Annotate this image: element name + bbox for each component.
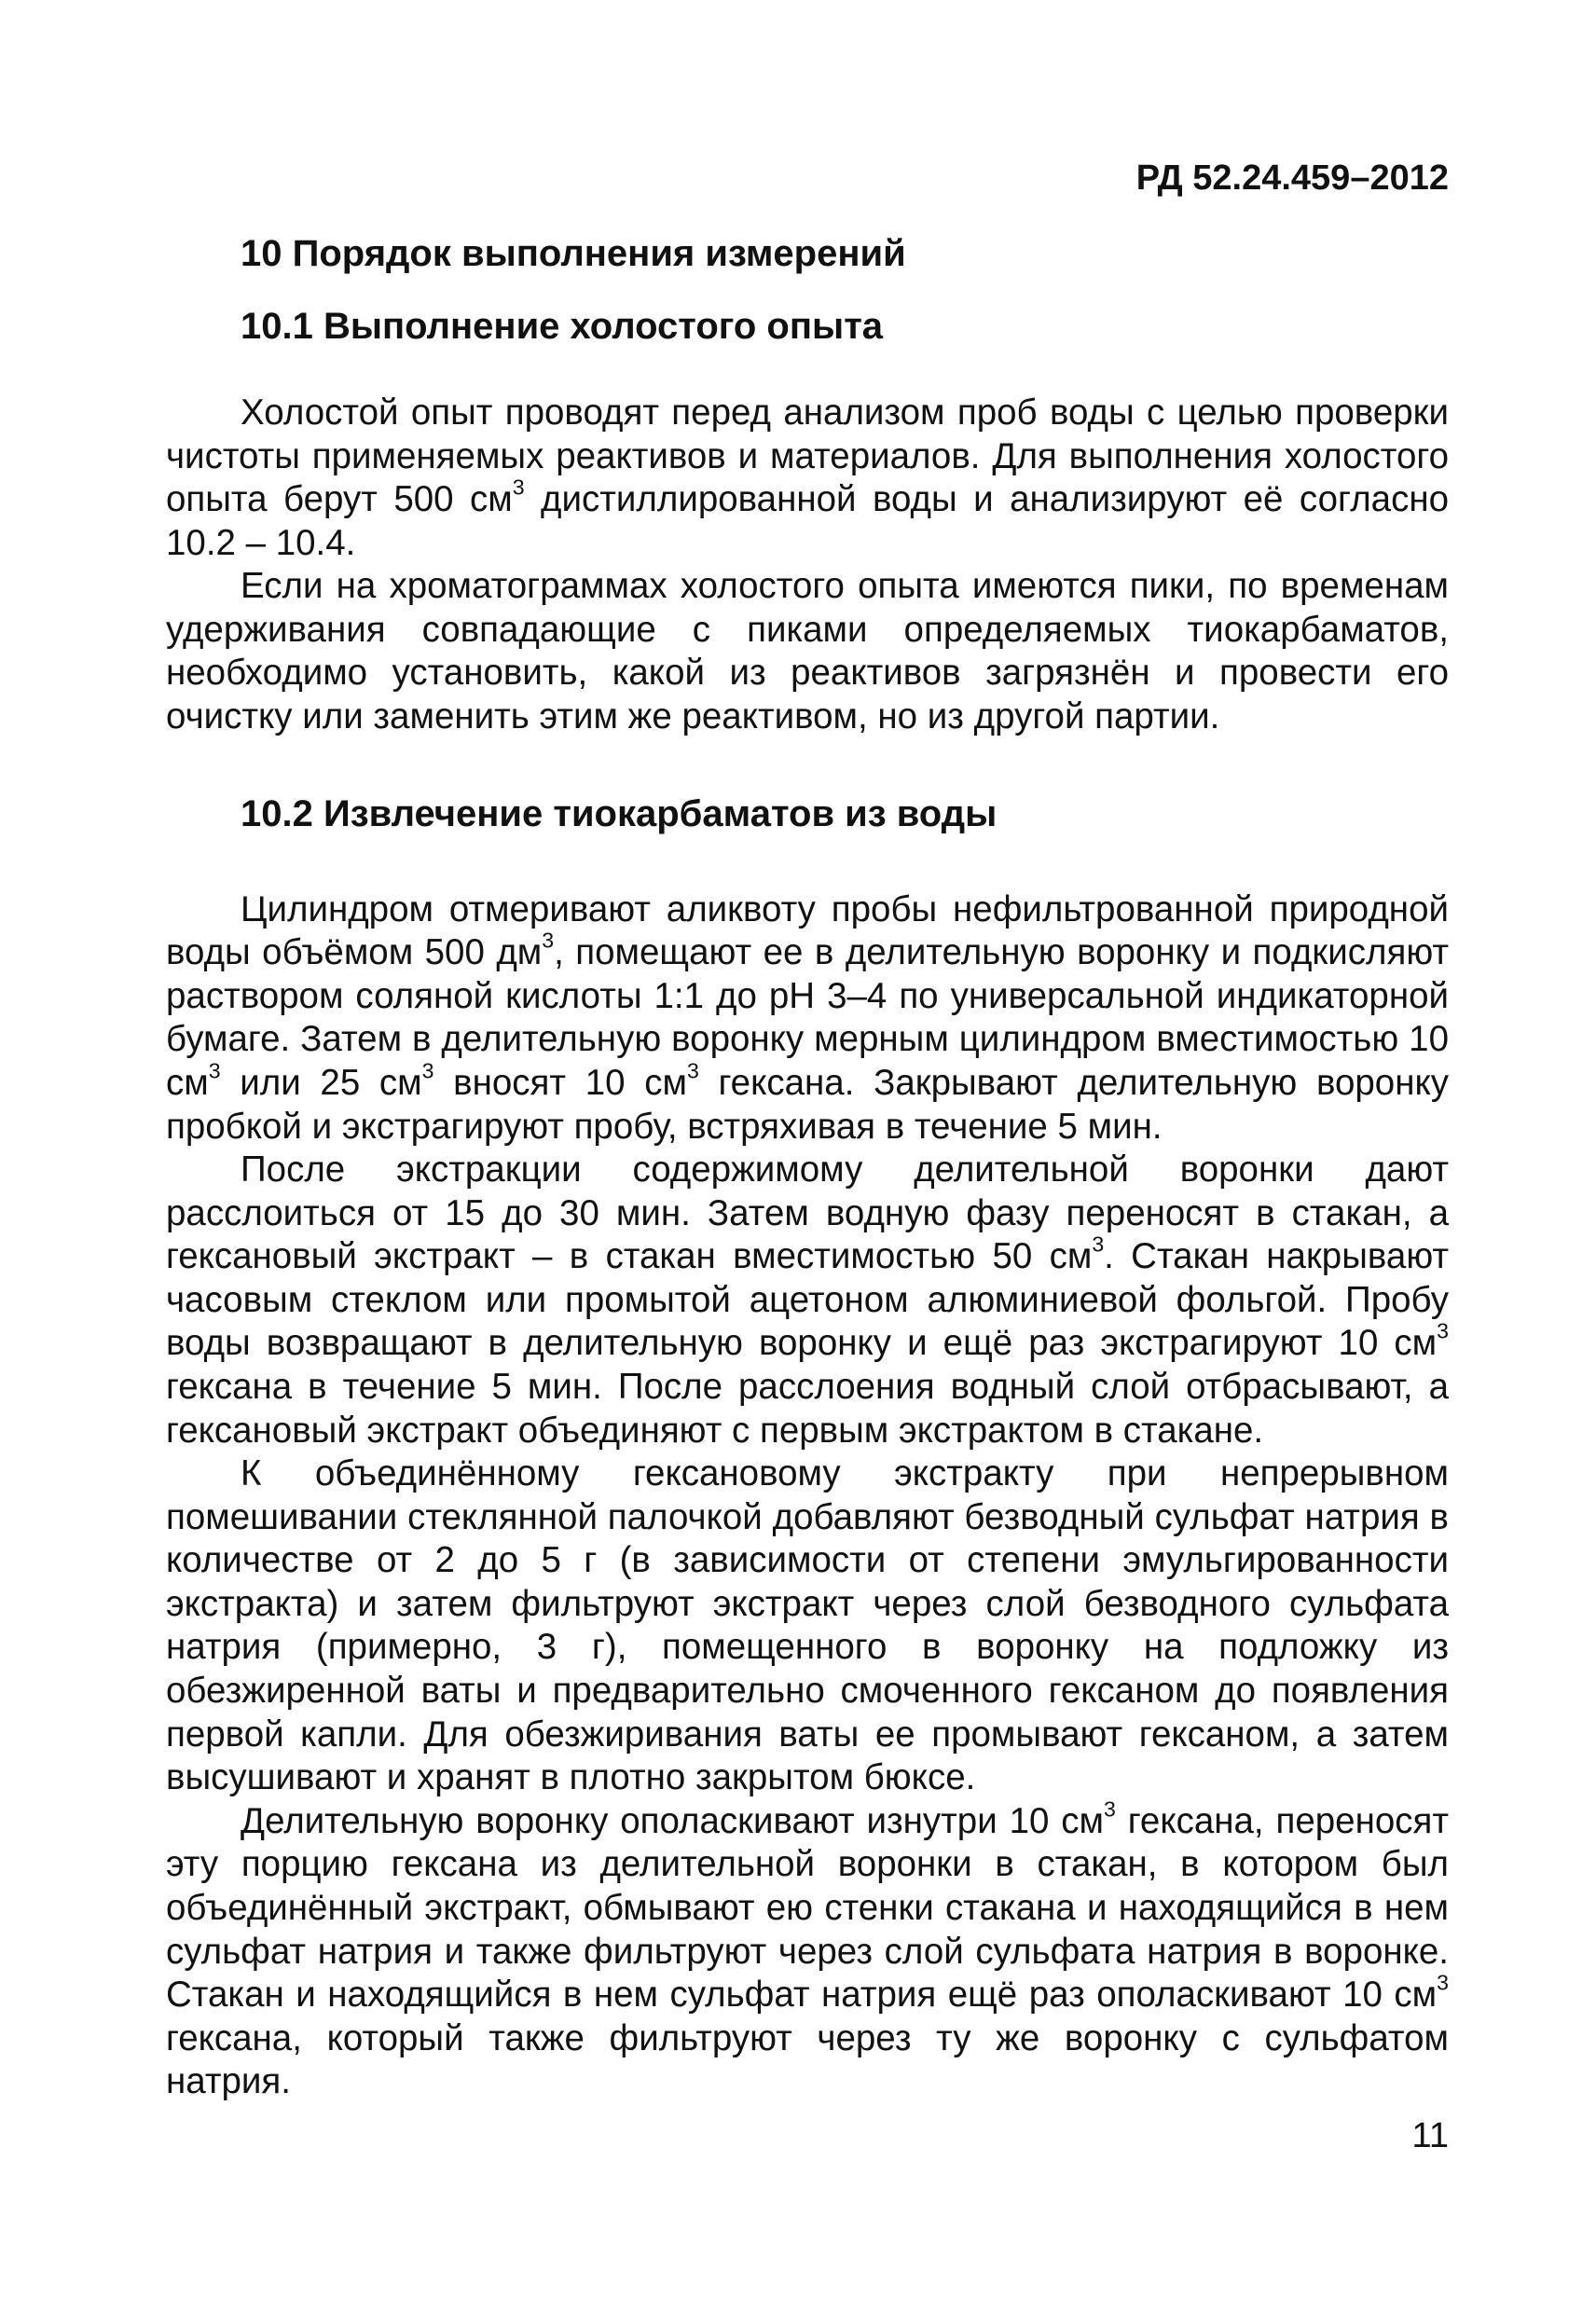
superscript-cubic: 3 [512,475,525,500]
page-content [166,231,1449,2104]
paragraph-extraction-2: После экстракции содержимому делительной воронки дают расслоиться от 15 до 30 мин. Затем водную фазу переносят в стакан, а гексановый экстракт – в стакан вместимостью 50 $см^3$. Стакан накрывают часовым стеклом или промытой ацетоном алюминиевой фольгой. Пробу воды возвращают в делительную воронку и ещё раз экстрагируют 10 $см^3$ гексана в течение 5 мин. После расслоения водный слой отбрасывают, а гексановый экстракт объединяют с первым экстрактом в стакане. [166,1149,1449,1451]
paragraph-blank-test-1: Холостой опыт проводят перед анализом проб воды с целью проверки чистоты применяемых реактивов и материалов. Для выполнения холостого опыта берут 500 $см^3$ дистиллированной воды и анализируют её согласно 10.2 – 10.4. [166,392,1449,563]
superscript-cubic: 3 [208,1058,221,1083]
superscript-cubic: 3 [1437,1970,1449,1995]
superscript-cubic: 3 [421,1058,434,1083]
paragraph-extraction-3: К объединённому гексановому экстракту при непрерывном помешивании стеклянной палочкой добавляют безводный сульфат натрия в количестве от 2 до 5 г (в зависимости от степени эмульгированности экстракта) и затем фильтруют экстракт через слой безводного сульфата натрия (примерно, 3 г), помещенного в воронку на подложку из обезжиренной ваты и предварительно смоченного гексаном до появления первой капли. Для обезжиривания ваты ее промывают гексаном, а затем высушивают и хранят в плотно закрытом бюксе. [166,1453,1449,1798]
superscript-cubic: 3 [1437,1319,1449,1344]
subsection-title-10-1: 10.1 Выполнение холостого опыта [241,306,884,347]
paragraph-extraction-4: Делительную воронку ополаскивают изнутри 10 $см^3$ гексана, переносят эту порцию гексана из делительной воронки в стакан, в котором был объединённый экстракт, обмывают ею стенки стакана и находящийся в нем сульфат натрия и также фильтруют через слой сульфата натрия в воронке. Стакан и находящийся в нем сульфат натрия ещё раз ополаскивают 10 $см^3$ гексана, который также фильтруют через ту же воронку с сульфатом натрия. [166,1796,1449,2102]
paragraph-extraction-1: Цилиндром отмеривают аликвоту пробы нефильтрованной природной воды объёмом 500 $дм^3$, помещают ее в делительную воронку и подкисляют раствором соляной кислоты 1:1 до рН 3–4 по универсальной индикаторной бумаге. Затем в делительную воронку мерным цилиндром вместимостью 10 $см^3$ или 25 $см^3$ вносят 10 $см^3$ гексана. Закрывают делительную воронку пробкой и экстрагируют пробу, встряхивая в течение 5 мин. [166,888,1450,1147]
paragraph-blank-test-2: Если на хроматограммах холостого опыта имеются пики, по временам удерживания совпадающие с пиками определяемых тиокарбаматов, необходимо установить, какой из реактивов загрязнён и провести его очистку или заменить этим же реактивом, но из другой партии. [166,566,1449,737]
superscript-cubic: 3 [542,928,555,953]
superscript-cubic: 3 [1092,1232,1105,1257]
superscript-cubic: 3 [686,1058,699,1083]
section-title: 10 Порядок выполнения измерений [241,233,906,274]
superscript-cubic: 3 [1104,1796,1116,1822]
page-number: 11 [1411,2116,1449,2155]
subsection-title-10-2: 10.2 Извлечение тиокарбаматов из воды [241,792,998,834]
document-code: РД 52.24.459–2012 [1135,158,1449,198]
